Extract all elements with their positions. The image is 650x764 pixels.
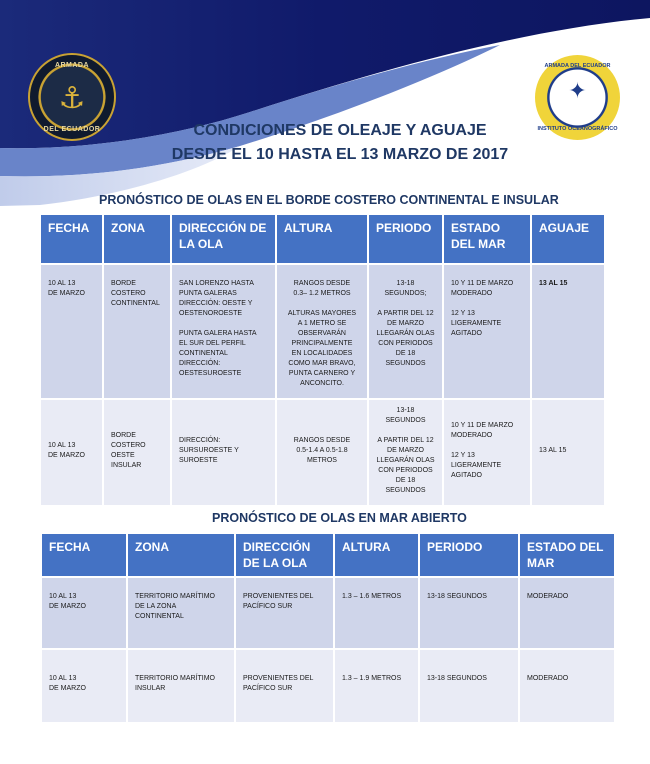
table-header-row — [42, 534, 614, 576]
cell-fecha: 10 AL 13 DE MARZO — [42, 650, 126, 722]
table-row — [42, 650, 614, 722]
section-open-sea-title: PRONÓSTICO DE OLAS EN MAR ABIERTO — [212, 511, 467, 525]
header-zona: ZONA — [128, 534, 234, 576]
cell-estado: 10 Y 11 DE MARZO MODERADO 12 Y 13 LIGERAMENTE AGITADO — [444, 265, 530, 398]
cell-aguaje: 13 AL 15 — [532, 400, 604, 505]
section-coastal-title: PRONÓSTICO DE OLAS EN EL BORDE COSTERO CONTINENTAL E INSULAR — [99, 193, 559, 207]
page-title-line2: DESDE EL 10 HASTA EL 13 MARZO DE 2017 — [171, 146, 509, 163]
cell-fecha: 10 AL 13 DE MARZO — [41, 265, 102, 398]
cell-altura: 1.3 – 1.6 METROS — [335, 578, 418, 648]
cell-altura: RANGOS DESDE 0.3– 1.2 METROS ALTURAS MAYORES A 1 METRO SE OBSERVARÁN PRINCIPALMENTE EN LOCALIDADES COMO MAR BRAVO, PUNTA CARNERO Y ANCONCITO. — [277, 265, 367, 398]
header-fecha: FECHA — [42, 534, 126, 576]
header-altura: ALTURA — [277, 215, 367, 263]
table-row — [41, 265, 604, 398]
table-row — [42, 578, 614, 648]
eagle-icon: ✦ — [568, 79, 587, 104]
header-estado: ESTADO DEL MAR — [520, 534, 614, 576]
header-zona: ZONA — [104, 215, 170, 263]
header-periodo: PERIODO — [369, 215, 442, 263]
cell-zona: BORDE COSTERO CONTINENTAL — [104, 265, 170, 398]
header-periodo: PERIODO — [420, 534, 518, 576]
header-aguaje: AGUAJE — [532, 215, 604, 263]
cell-direccion: PROVENIENTES DEL PACÍFICO SUR — [236, 650, 333, 722]
navy-logo-bottom-text: DEL ECUADOR — [43, 126, 101, 133]
header-altura: ALTURA — [335, 534, 418, 576]
seal-bottom-text: INSTITUTO OCEANOGRÁFICO — [537, 126, 618, 132]
cell-altura: 1.3 – 1.9 METROS — [335, 650, 418, 722]
cell-periodo: 13-18 SEGUNDOS; A PARTIR DEL 12 DE MARZO LLEGARÁN OLAS CON PERIODOS DE 18 SEGUNDOS — [369, 265, 442, 398]
cell-zona: TERRITORIO MARÍTIMO DE LA ZONA CONTINENTAL — [128, 578, 234, 648]
cell-fecha: 10 AL 13 DE MARZO — [41, 400, 102, 505]
header-estado: ESTADO DEL MAR — [444, 215, 530, 263]
page-title-line1: CONDICIONES DE OLEAJE Y AGUAJE — [193, 122, 487, 139]
cell-estado: MODERADO — [520, 650, 614, 722]
cell-periodo: 13-18 SEGUNDOS — [420, 650, 518, 722]
coastal-forecast-table — [39, 213, 606, 507]
cell-estado: 10 Y 11 DE MARZO MODERADO 12 Y 13 LIGERAMENTE AGITADO — [444, 400, 530, 505]
open-sea-forecast-table — [40, 532, 616, 724]
table-header-row — [41, 215, 604, 263]
navy-logo-top-text: ARMADA — [54, 62, 90, 69]
seal-top-text: ARMADA DEL ECUADOR — [544, 63, 611, 69]
cell-zona: BORDE COSTERO OESTE INSULAR — [104, 400, 170, 505]
cell-periodo: 13-18 SEGUNDOS — [420, 578, 518, 648]
navy-logo-emblem — [28, 53, 116, 141]
cell-altura: RANGOS DESDE 0.5-1.4 A 0.5-1.8 METROS — [277, 400, 367, 505]
cell-direccion: PROVENIENTES DEL PACÍFICO SUR — [236, 578, 333, 648]
cell-periodo: 13-18 SEGUNDOS A PARTIR DEL 12 DE MARZO LLEGARÁN OLAS CON PERIODOS DE 18 SEGUNDOS — [369, 400, 442, 505]
cell-aguaje: 13 AL 15 — [532, 265, 604, 398]
table-row — [41, 400, 604, 505]
header-direccion: DIRECCIÓN DE LA OLA — [172, 215, 275, 263]
anchor-icon: ⚓ — [58, 81, 86, 116]
header-direccion: DIRECCIÓN DE LA OLA — [236, 534, 333, 576]
cell-zona: TERRITORIO MARÍTIMO INSULAR — [128, 650, 234, 722]
cell-direccion: DIRECCIÓN: SURSUROESTE Y SUROESTE — [172, 400, 275, 505]
cell-fecha: 10 AL 13 DE MARZO — [42, 578, 126, 648]
cell-estado: MODERADO — [520, 578, 614, 648]
header-fecha: FECHA — [41, 215, 102, 263]
cell-direccion: SAN LORENZO HASTA PUNTA GALERAS DIRECCIÓN: OESTE Y OESTENOROESTE PUNTA GALERA HASTA EL SUR DEL PERFIL CONTINENTAL DIRECCIÓN: OESTESUROESTE — [172, 265, 275, 398]
